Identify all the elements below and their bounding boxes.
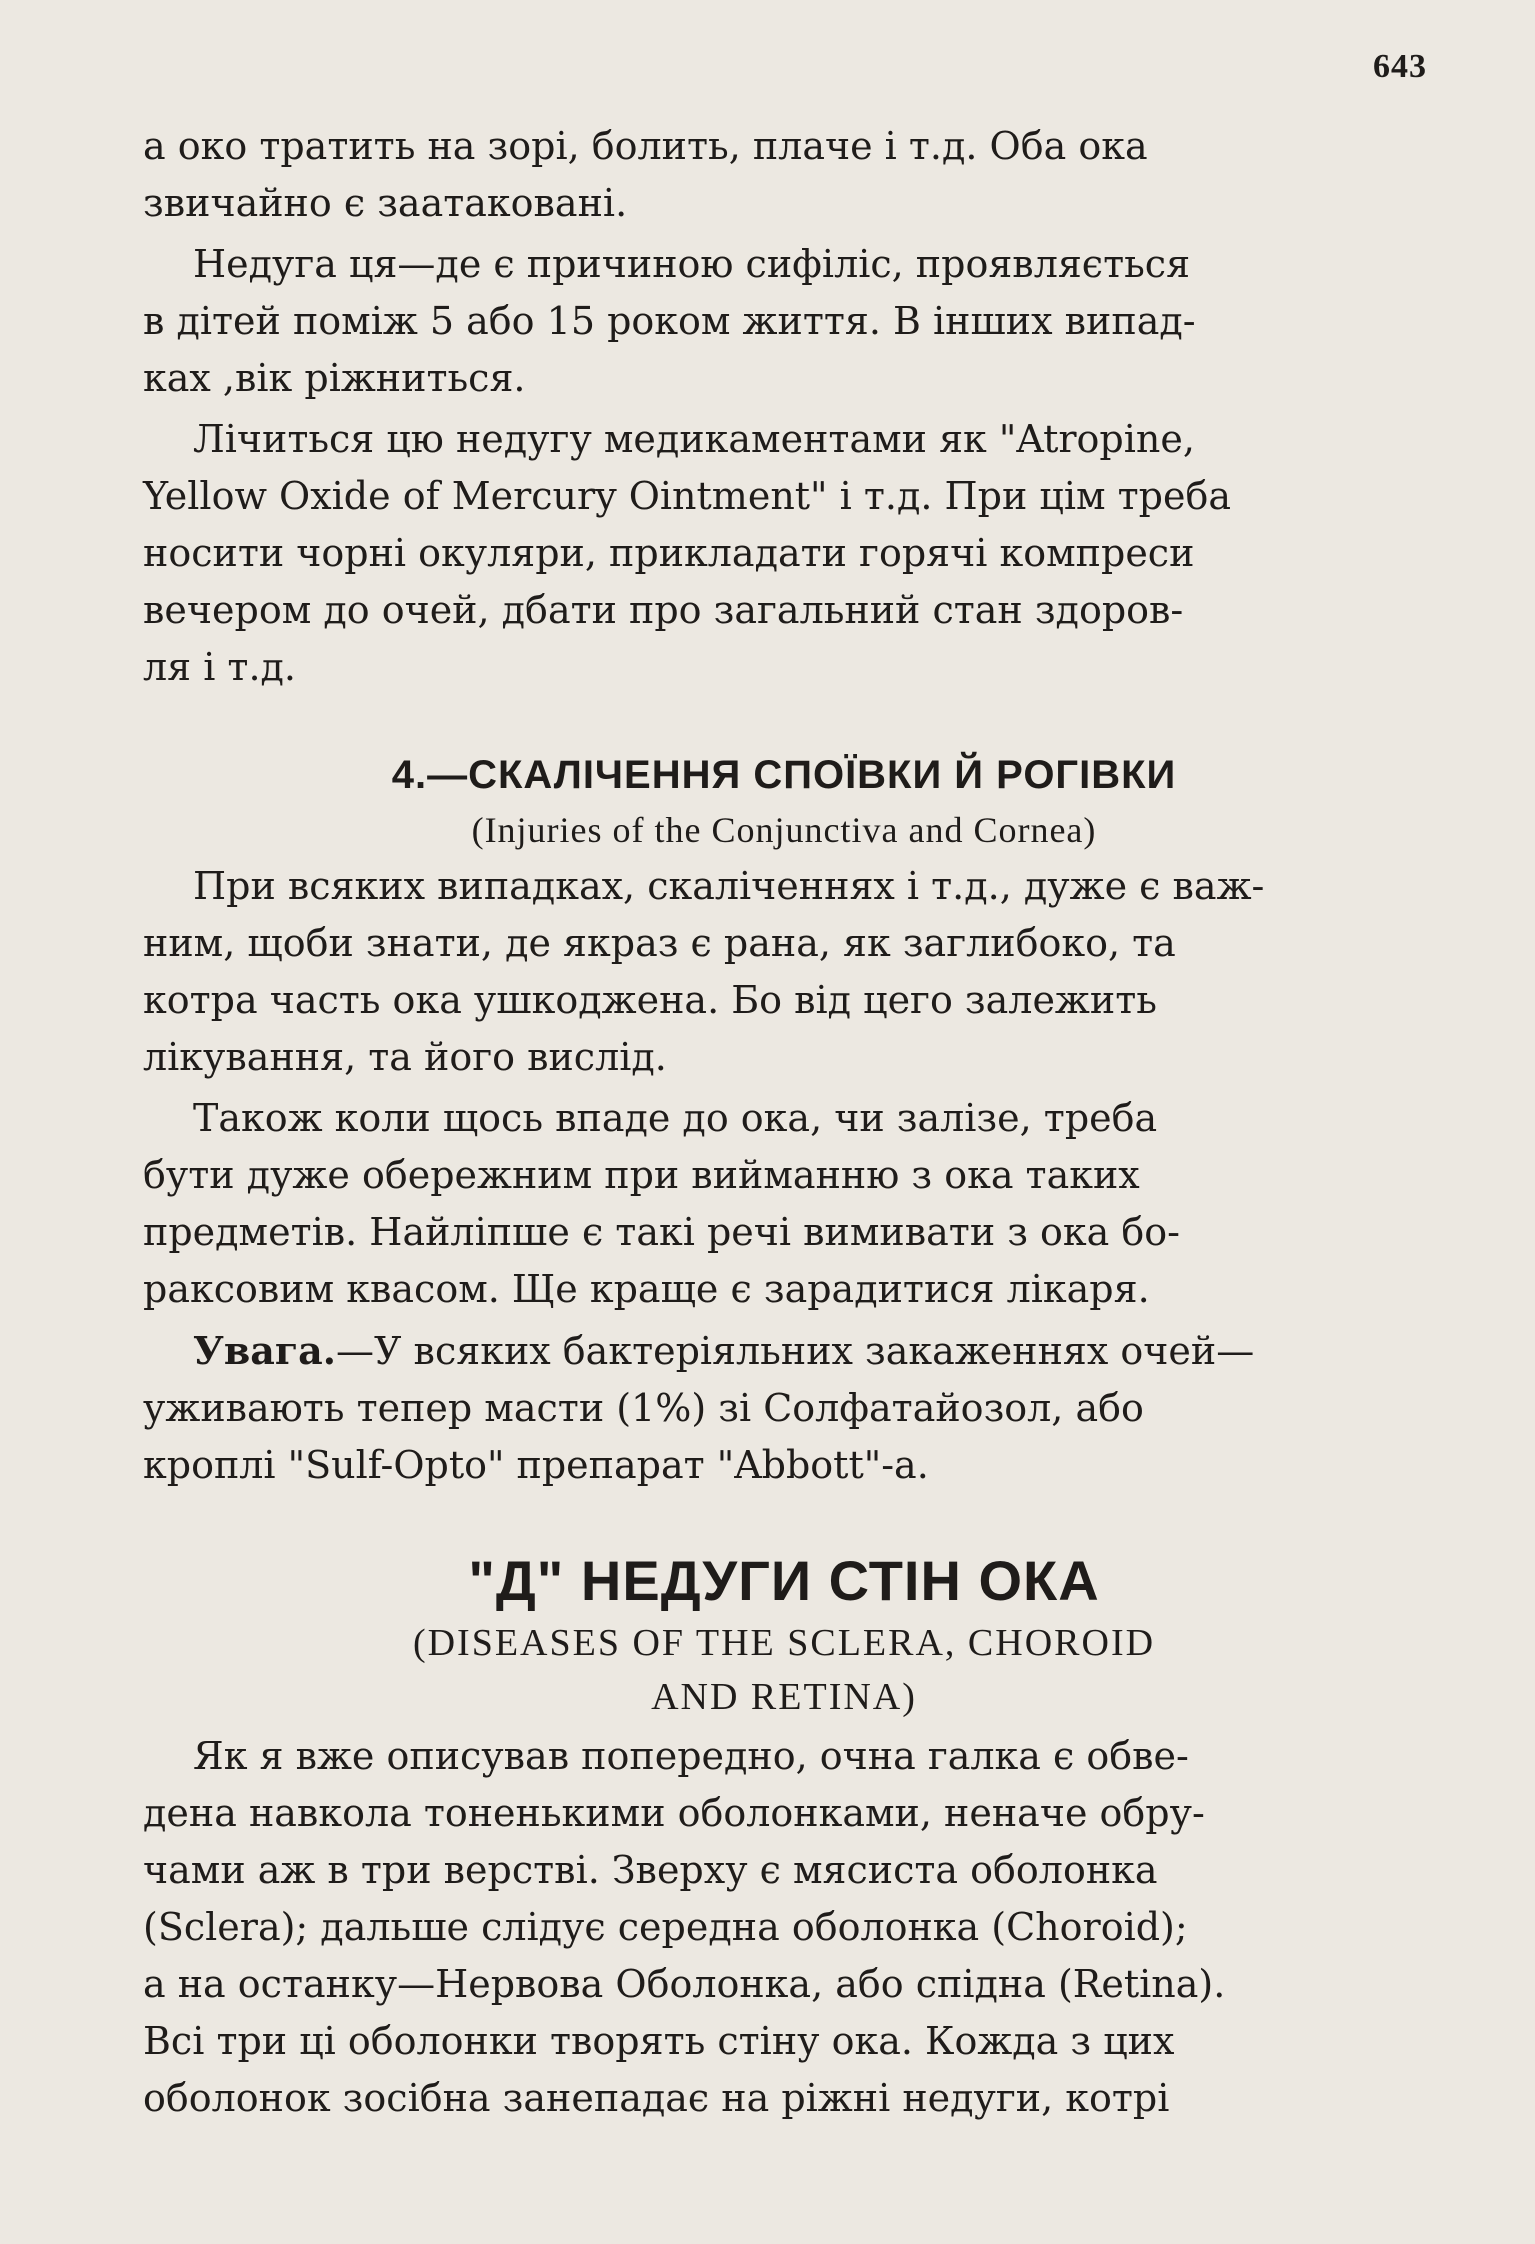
paragraph-age bbox=[143, 236, 1425, 407]
text-line: ля і т.д. bbox=[143, 645, 297, 689]
paragraph-eye-walls bbox=[143, 1728, 1425, 2127]
section-d-subtitle-line-2: AND RETINA) bbox=[651, 1676, 917, 1718]
text-line: в дітей поміж 5 або 15 роком життя. В інших випад- bbox=[143, 299, 1196, 343]
section-4-subtitle: (Injuries of the Conjunctiva and Cornea) bbox=[471, 810, 1097, 850]
paragraph-injuries bbox=[143, 858, 1425, 1086]
section-d-title: "Д" НЕДУГИ СТІН ОКА bbox=[468, 1549, 1100, 1612]
section-4-title: 4.—СКАЛІЧЕННЯ СПОЇВКИ Й РОГІВКИ bbox=[391, 753, 1177, 797]
text-line bbox=[143, 1322, 1425, 1380]
paragraph-foreign-body bbox=[143, 1090, 1425, 1318]
text-line: а на останку—Нервова Оболонка, або спідна (Retina). bbox=[143, 1962, 1226, 2006]
text-line: Як я вже описував попередно, очна галка є обве- bbox=[193, 1734, 1189, 1778]
text-line: вечером до очей, дбати про загальний стан здоров- bbox=[143, 588, 1184, 632]
text-line: Також коли щось впаде до ока, чи залізе, треба bbox=[193, 1096, 1158, 1140]
text-line: дена навкола тоненькими оболонками, неначе обру- bbox=[143, 1791, 1205, 1835]
text-line: Лічиться цю недугу медикаментами як "Atropine, bbox=[193, 417, 1195, 461]
text-line: кроплі "Sulf-Opto" препарат "Abbott"-а. bbox=[143, 1443, 929, 1487]
paragraph-intro bbox=[143, 118, 1425, 232]
text-line: котра часть ока ушкоджена. Бо від цего залежить bbox=[143, 978, 1157, 1022]
text-line: предметів. Найліпше є такі речі вимивати з ока бо- bbox=[143, 1210, 1180, 1254]
text-line: чами аж в три верстві. Зверху є мясиста оболонка bbox=[143, 1848, 1158, 1892]
text-line: ках ,вік ріжниться. bbox=[143, 356, 526, 400]
text-line: а око тратить на зорі, болить, плаче і т.д. Оба ока bbox=[143, 124, 1148, 168]
text-line: Yellow Oxide of Mercury Ointment" і т.д. При цім треба bbox=[143, 474, 1231, 518]
text-line: ним, щоби знати, де якраз є рана, як заглибоко, та bbox=[143, 921, 1176, 965]
section-4 bbox=[143, 746, 1425, 1494]
text-line: Недуга ця—де є причиною сифіліс, проявляється bbox=[193, 242, 1191, 286]
text-line: носити чорні окуляри, прикладати горячі компреси bbox=[143, 531, 1195, 575]
section-d bbox=[143, 1546, 1425, 2127]
page-number: 643 bbox=[1373, 48, 1427, 85]
note-label: Увага. bbox=[193, 1328, 337, 1373]
text-line: уживають тепер масти (1%) зі Солфатайозол, або bbox=[143, 1386, 1144, 1430]
text-line: раксовим квасом. Ще краще є зарадитися лікаря. bbox=[143, 1267, 1150, 1311]
text-line: При всяких випадках, скаліченнях і т.д., дуже є важ- bbox=[193, 864, 1265, 908]
text-line: лікування, та його вислід. bbox=[143, 1035, 667, 1079]
text-line: звичайно є заатаковані. bbox=[143, 181, 628, 225]
text-column bbox=[143, 118, 1425, 2127]
text-line: бути дуже обережним при вийманню з ока таких bbox=[143, 1153, 1140, 1197]
paragraph-treatment bbox=[143, 411, 1425, 696]
note-text: —У всяких бактеріяльних закаженнях очей— bbox=[336, 1329, 1255, 1373]
text-line: (Sclera); дальше слідує середна оболонка (Choroid); bbox=[143, 1905, 1188, 1949]
section-d-subtitle-line-1: (DISEASES OF THE SCLERA, CHOROID bbox=[412, 1622, 1156, 1664]
text-line: Всі три ці оболонки творять стіну ока. Кожда з цих bbox=[143, 2019, 1175, 2063]
text-line: оболонок зосібна занепадає на ріжні недуги, котрі bbox=[143, 2076, 1170, 2120]
paragraph-note bbox=[143, 1322, 1425, 1494]
